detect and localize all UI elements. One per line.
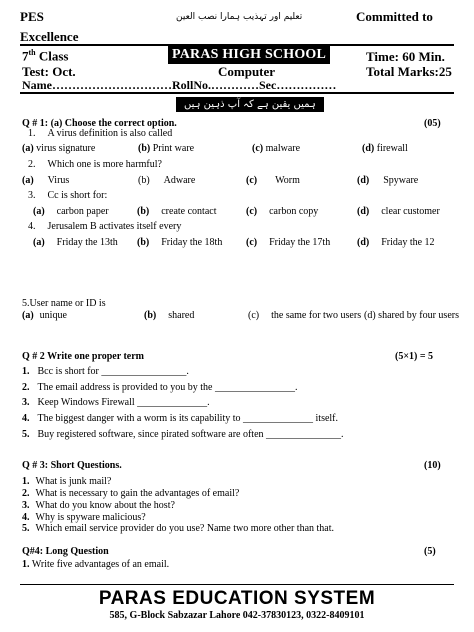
- q1-3-option-a: (a) carbon paper: [33, 206, 109, 217]
- q1-marks: (05): [424, 118, 441, 129]
- q1-4-option-b: (b) Friday the 18th: [137, 237, 223, 248]
- q1-item-2: 2. Which one is more harmful?: [28, 159, 162, 170]
- footer-title: PARAS EDUCATION SYSTEM: [98, 588, 376, 609]
- q1-1-option-b: (b) Print ware: [138, 143, 195, 154]
- q4-item-1: 1. Write five advantages of an email.: [22, 559, 170, 570]
- q3-item-2: 2. What is necessary to gain the advantages of email?: [22, 488, 240, 499]
- urdu-instruction: ہمیں یقین ہے کہ آپ ذہین ہیں: [176, 97, 324, 112]
- q1-5-option-b: (b) shared: [144, 310, 195, 321]
- q1-2-option-d: (d) Spyware: [357, 175, 419, 186]
- student-info-line: Name…………………………RollNo.…………Sec……………: [22, 78, 337, 92]
- q2-marks: (5×1) = 5: [395, 351, 434, 362]
- q1-5-option-c: (c) the same for two users: [248, 310, 362, 321]
- header-rule-bottom: [20, 92, 454, 94]
- q1-1-option-c: (c) malware: [252, 143, 301, 154]
- q2-item-2: 2. The email address is provided to you by the ________________.: [22, 382, 298, 393]
- footer-address: 585, G-Block Sabzazar Lahore 042-37830123, 0322-8409101: [109, 610, 365, 621]
- q1-title: Q # 1: (a) Choose the correct option.: [22, 118, 177, 129]
- q1-3-option-c: (c) carbon copy: [246, 206, 319, 217]
- footer-rule: [20, 584, 454, 585]
- q1-1-option-d: (d) firewall: [362, 143, 408, 154]
- school-motto: تعلیم اور تہذیب ہمارا نصب العین: [176, 12, 303, 22]
- excellence-text: Excellence: [20, 29, 79, 44]
- q2-item-1: 1. Bcc is short for _________________.: [22, 366, 189, 377]
- q1-1-option-a: (a) virus signature: [22, 143, 96, 154]
- q1-item-4: 4. Jerusalem B activates itself every: [28, 221, 182, 232]
- q3-marks: (10): [424, 460, 441, 471]
- q1-4-option-a: (a) Friday the 13th: [33, 237, 118, 248]
- q1-3-option-d: (d) clear customer: [357, 206, 440, 217]
- q1-4-option-d: (d) Friday the 12: [357, 237, 435, 248]
- q1-2-option-b: (b) Adware: [138, 175, 196, 186]
- committed-text: Committed to: [356, 9, 433, 24]
- q3-item-5: 5. Which email service provider do you use? Name two more other than that.: [22, 523, 335, 534]
- school-name: PARAS HIGH SCHOOL: [168, 46, 330, 64]
- q1-2-option-a: (a) Virus: [22, 175, 70, 186]
- q2-title: Q # 2 Write one proper term: [22, 351, 145, 362]
- q2-item-3: 3. Keep Windows Firewall ______________.: [22, 397, 210, 408]
- q2-item-4: 4. The biggest danger with a worm is its capability to ______________ itself.: [22, 413, 339, 424]
- q1-item-3: 3. Cc is short for:: [28, 190, 108, 201]
- q4-marks: (5): [424, 546, 436, 557]
- school-code: PES: [20, 9, 44, 24]
- q1-item-1: 1. A virus definition is also called: [28, 128, 173, 139]
- q2-item-5: 5. Buy registered software, since pirated software are often _______________.: [22, 429, 344, 440]
- q1-5-option-d: (d) shared by four users: [364, 310, 459, 321]
- q3-item-4: 4. Why is spyware malicious?: [22, 512, 146, 523]
- q3-item-3: 3. What do you know about the host?: [22, 500, 175, 511]
- q1-3-option-b: (b) create contact: [137, 206, 217, 217]
- test-label: Test: Oct.: [22, 64, 76, 79]
- q4-title: Q#4: Long Question: [22, 546, 109, 557]
- q3-item-1: 1. What is junk mail?: [22, 476, 112, 487]
- q1-2-option-c: (c) Worm: [246, 175, 300, 186]
- q1-5-option-a: (a) unique: [22, 310, 67, 321]
- exam-time: Time: 60 Min.: [366, 49, 445, 64]
- class-label: 7th Class: [22, 48, 69, 64]
- total-marks: Total Marks:25: [366, 64, 452, 79]
- q3-title: Q # 3: Short Questions.: [22, 460, 122, 471]
- q1-4-option-c: (c) Friday the 17th: [246, 237, 331, 248]
- subject-label: Computer: [218, 64, 276, 79]
- q1-item-5: 5.User name or ID is: [22, 298, 106, 309]
